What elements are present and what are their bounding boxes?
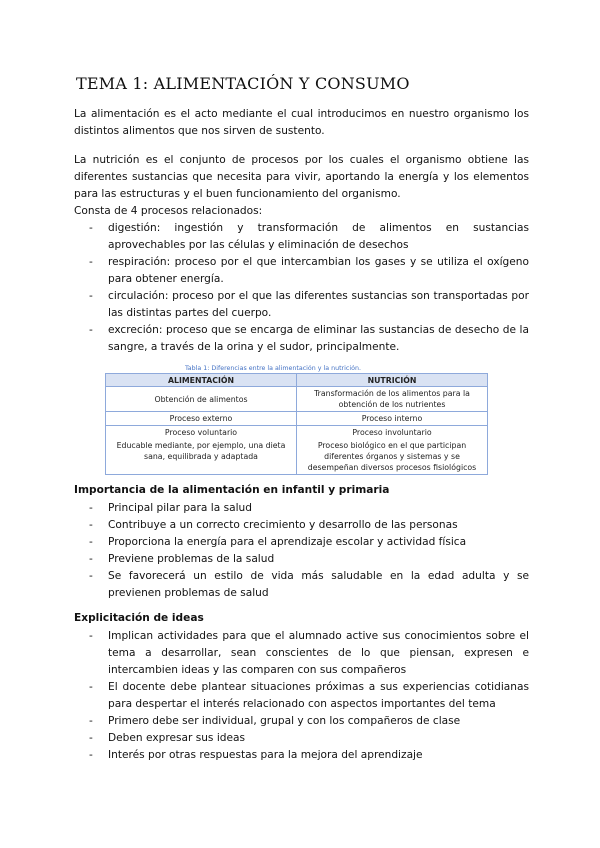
table-row <box>106 439 488 475</box>
list-item: - El docente debe plantear situaciones próximas a sus experiencias cotidianas para despertar el interés relacionado con aspectos importantes del tema <box>89 681 529 710</box>
list-item: - Primero debe ser individual, grupal y con los compañeros de clase <box>89 715 461 727</box>
column-header: NUTRICIÓN <box>297 374 488 387</box>
list-item: - Principal pilar para la salud <box>89 502 252 514</box>
table-cell: Proceso involuntario <box>297 426 488 440</box>
list-item: - circulación: proceso por el que las diferentes sustancias son transportadas por las distintas partes del cuerpo. <box>89 290 529 319</box>
intro-paragraph: La alimentación es el acto mediante el cual introducimos en nuestro organismo los distintos alimentos que nos sirven de sustento. <box>74 108 529 137</box>
list-item: - Previene problemas de la salud <box>89 553 275 565</box>
list-item: - Interés por otras respuestas para la mejora del aprendizaje <box>89 749 423 761</box>
list-item: - Contribuye a un correcto crecimiento y desarrollo de las personas <box>89 519 458 531</box>
table-cell: Transformación de los alimentos para la obtención de los nutrientes <box>297 387 488 412</box>
list-item: - Deben expresar sus ideas <box>89 732 246 744</box>
list-item: - excreción: proceso que se encarga de eliminar las sustancias de desecho de la sangre, a través de la orina y el sudor, principalmente. <box>89 324 529 353</box>
ideas-list <box>74 628 529 764</box>
ideas-heading: Explicitación de ideas <box>74 612 204 624</box>
comparison-table <box>105 373 488 475</box>
nutrition-paragraph: La nutrición es el conjunto de procesos por los cuales el organismo obtiene las diferentes sustancias que necesita para vivir, aportando la energía y los elementos para las estructuras y el buen funcionamiento del organismo. <box>74 154 529 200</box>
processes-intro: Consta de 4 procesos relacionados: <box>74 205 263 217</box>
importance-heading: Importancia de la alimentación en infantil y primaria <box>74 484 390 496</box>
table-caption: Tabla 1: Diferencias entre la alimentación y la nutrición. <box>185 365 361 372</box>
table-header-row <box>106 374 488 387</box>
table-cell: Educable mediante, por ejemplo, una dieta sana, equilibrada y adaptada <box>106 439 297 475</box>
list-item: - Se favorecerá un estilo de vida más saludable en la edad adulta y se previenen problemas de salud <box>89 570 529 599</box>
page-title: TEMA 1: ALIMENTACIÓN Y CONSUMO <box>76 74 410 93</box>
table-row <box>106 412 488 426</box>
table-row <box>106 426 488 440</box>
table-cell: Proceso biológico en el que participan diferentes órganos y sistemas y se desempeñan diversos procesos fisiológicos <box>297 439 488 475</box>
table-cell: Proceso externo <box>106 412 297 426</box>
list-item: - Implican actividades para que el alumnado active sus conocimientos sobre el tema a desarrollar, sean conscientes de lo que piensan, expresen e intercambien ideas y las comparen con sus compañeros <box>89 630 529 676</box>
table-cell: Proceso voluntario <box>106 426 297 440</box>
table-cell: Obtención de alimentos <box>106 387 297 412</box>
list-item: - Proporciona la energía para el aprendizaje escolar y actividad física <box>89 536 467 548</box>
table-cell: Proceso interno <box>297 412 488 426</box>
list-item: - digestión: ingestión y transformación de alimentos en sustancias aprovechables por las células y eliminación de desechos <box>89 222 529 251</box>
table-row <box>106 387 488 412</box>
processes-list <box>74 220 529 356</box>
importance-list <box>74 500 529 602</box>
column-header: ALIMENTACIÓN <box>106 374 297 387</box>
list-item: - respiración: proceso por el que intercambian los gases y se utiliza el oxígeno para obtener energía. <box>89 256 529 285</box>
